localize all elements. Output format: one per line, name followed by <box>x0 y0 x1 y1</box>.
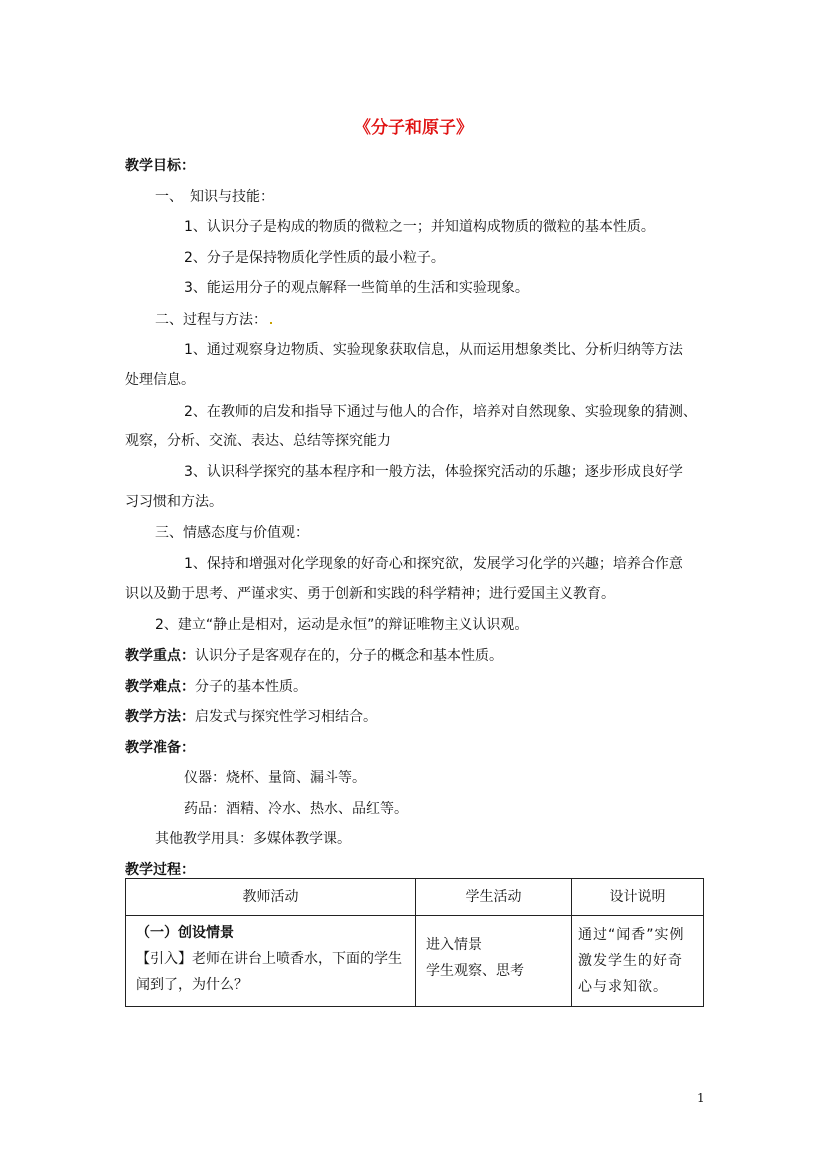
key-point-label: 教学重点： <box>125 648 195 664</box>
stray-mark <box>270 322 272 324</box>
column-header-teacher: 教师活动 <box>126 879 416 916</box>
s2-item-2-line-1: 2、在教师的启发和指导下通过与他人的合作，培养对自然现象、实验现象的猜测、 <box>184 404 697 420</box>
column-header-design: 设计说明 <box>572 879 704 916</box>
s2-item-3-line-1: 3、认识科学探究的基本程序和一般方法，体验探究活动的乐趣；逐步形成良好学 <box>184 464 683 480</box>
table-header-row <box>126 879 704 916</box>
column-header-student: 学生活动 <box>416 879 572 916</box>
objectives-heading: 教学目标： <box>125 158 195 174</box>
difficulty-label: 教学难点： <box>125 679 195 695</box>
method-label: 教学方法： <box>125 709 195 725</box>
page-number: 1 <box>697 1091 705 1105</box>
teacher-activity-title: （一）创设情景 <box>136 925 234 941</box>
process-heading: 教学过程： <box>125 862 195 878</box>
student-activity-line-2: 学生观察、思考 <box>426 963 524 979</box>
s2-item-2-line-2: 观察，分析、交流、表达、总结等探究能力 <box>125 433 391 449</box>
s3-item-1-line-2: 识以及勤于思考、严谨求实、勇于创新和实践的科学精神；进行爱国主义教育。 <box>125 586 615 602</box>
teacher-activity-cell <box>126 916 416 1007</box>
method-text: 启发式与探究性学习相结合。 <box>195 709 377 725</box>
difficulty <box>125 676 307 696</box>
preparation-instruments: 仪器：烧杯、量筒、漏斗等。 <box>184 770 366 786</box>
section-2-heading: 二、过程与方法： <box>155 312 267 328</box>
section-3-heading: 三、情感态度与价值观： <box>155 525 309 541</box>
difficulty-text: 分子的基本性质。 <box>195 679 307 695</box>
design-note-text: 通过“闻香”实例激发学生的好奇心与求知欲。 <box>578 927 685 995</box>
s3-item-1-line-1: 1、保持和增强对化学现象的好奇心和探究欲，发展学习化学的兴趣；培养合作意 <box>184 556 683 572</box>
preparation-heading: 教学准备： <box>125 740 195 756</box>
s1-item-2: 2、分子是保持物质化学性质的最小粒子。 <box>184 250 445 266</box>
s1-item-3: 3、能运用分子的观点解释一些简单的生活和实验现象。 <box>184 280 529 296</box>
s2-item-3-line-2: 习习惯和方法。 <box>125 494 223 510</box>
process-table <box>125 878 704 1007</box>
document-title: 《分子和原子》 <box>354 118 473 138</box>
student-activity-cell <box>416 916 572 1007</box>
s2-item-1-line-2: 处理信息。 <box>125 372 195 388</box>
method <box>125 706 377 726</box>
table-row <box>126 916 704 1007</box>
s2-item-1-line-1: 1、通过观察身边物质、实验现象获取信息，从而运用想象类比、分析归纳等方法 <box>184 342 683 358</box>
design-note-cell <box>572 916 704 1007</box>
s3-item-2: 2、建立“静止是相对，运动是永恒”的辩证唯物主义认识观。 <box>155 617 529 633</box>
key-point-text: 认识分子是客观存在的，分子的概念和基本性质。 <box>195 648 503 664</box>
student-activity-line-1: 进入情景 <box>426 937 482 953</box>
s1-item-1: 1、认识分子是构成的物质的微粒之一；并知道构成物质的微粒的基本性质。 <box>184 219 655 235</box>
key-point <box>125 645 503 665</box>
preparation-other: 其他教学用具：多媒体教学课。 <box>155 831 351 847</box>
preparation-reagents: 药品：酒精、冷水、热水、品红等。 <box>184 801 408 817</box>
teacher-activity-text: 【引入】老师在讲台上喷香水，下面的学生闻到了，为什么？ <box>136 951 402 993</box>
section-1-heading: 一、 知识与技能： <box>155 189 274 205</box>
